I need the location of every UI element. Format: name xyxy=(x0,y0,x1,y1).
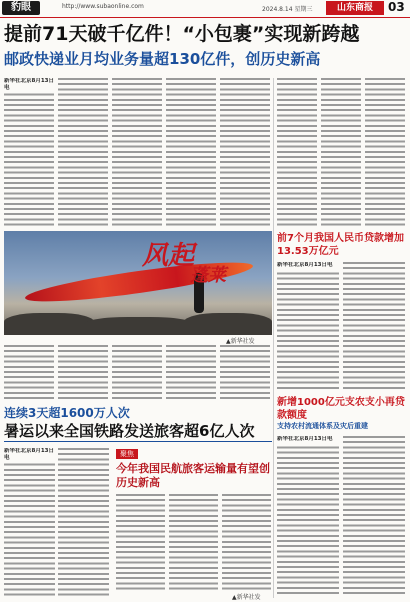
loans-headline: 前7个月我国人民币贷款增加13.53万亿元 xyxy=(277,233,404,257)
crowd-shape xyxy=(84,317,194,335)
page-number: 03 xyxy=(388,0,405,14)
aviation-body-column xyxy=(116,494,165,590)
photo-caption-column xyxy=(166,345,216,399)
aviation-headline: 今年我国民航旅客运输量有望创历史新高 xyxy=(116,462,270,489)
crowd-shape xyxy=(4,313,94,335)
photo-caption-column xyxy=(58,345,108,399)
relending-body-column xyxy=(343,436,405,596)
crowd-shape xyxy=(184,313,272,335)
relending-headline: 新增1000亿元支农支小再贷款额度 xyxy=(277,397,405,421)
photo-title-2: 蓬莱 xyxy=(190,265,226,286)
aviation-body-column xyxy=(222,494,271,590)
photo-title-1: 风起 xyxy=(142,241,195,271)
lead-body-column xyxy=(321,78,361,228)
lead-body-column xyxy=(365,78,405,228)
photo-credit: ▲新华社发 xyxy=(226,338,255,345)
photo-caption-column xyxy=(220,345,270,399)
issue-date: 2024.8.14 星期三 xyxy=(262,6,313,13)
lead-body-column xyxy=(277,78,317,228)
loans-body-column xyxy=(277,262,339,392)
focus-tag: 聚焦 xyxy=(116,449,138,459)
section-logo: 豹眼 xyxy=(2,1,40,15)
photo-caption-column xyxy=(112,345,162,399)
lead-body-column xyxy=(166,78,216,228)
lead-subhead: 邮政快递业月均业务量超130亿件，创历史新高 xyxy=(4,50,321,68)
header-divider xyxy=(0,17,410,18)
lead-body-column xyxy=(220,78,270,228)
aviation-credit: ▲新华社发 xyxy=(232,594,261,601)
lead-headline: 提前71天破千亿件！“小包裹”实现新跨越 xyxy=(4,23,360,45)
relending-subhead: 支持农村流通体系及灾后重建 xyxy=(277,422,368,430)
festival-photo xyxy=(4,231,272,335)
rail-kicker: 连续3天超1600万人次 xyxy=(4,406,130,420)
rail-divider xyxy=(4,441,272,442)
photo-caption-column xyxy=(4,345,54,399)
lead-dateline: 新华社北京8月13日电 xyxy=(4,78,54,91)
site-url[interactable]: http://www.subaonline.com xyxy=(62,3,144,10)
column-divider xyxy=(273,78,274,598)
rail-body-column xyxy=(58,448,109,596)
rail-dateline: 新华社北京8月13日电 xyxy=(4,448,54,461)
aviation-body-column xyxy=(169,494,218,590)
relending-dateline: 新华社北京8月13日电 xyxy=(277,436,339,443)
paper-name: 山东商报 xyxy=(326,1,384,15)
loans-body-column xyxy=(343,262,405,392)
rail-headline: 暑运以来全国铁路发送旅客超6亿人次 xyxy=(4,422,255,440)
lead-body-column xyxy=(4,78,54,228)
lead-body-column xyxy=(112,78,162,228)
loans-dateline: 新华社北京8月13日电 xyxy=(277,262,339,269)
lead-body-column xyxy=(58,78,108,228)
rail-body-column xyxy=(4,448,55,596)
relending-body-column xyxy=(277,436,339,596)
